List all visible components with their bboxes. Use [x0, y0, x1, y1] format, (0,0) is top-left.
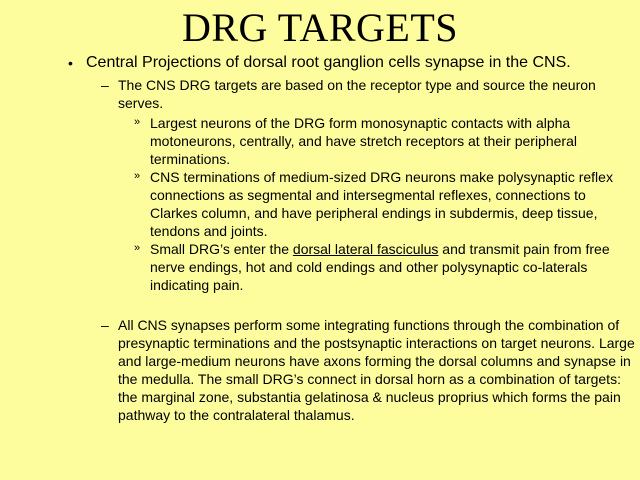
point-text-3	[150, 240, 634, 294]
sub-bullet-text-1: The CNS DRG targets are based on the receptor type and source the neuron serves.	[118, 77, 596, 111]
chevron-bullet-icon: »	[134, 170, 141, 182]
level1-text: Central Projections of dorsal root ganglion cells synapse in the CNS.	[86, 54, 571, 71]
point-text-1: Largest neurons of the DRG form monosynaptic contacts with alpha motoneurons, centrally, and have stretch receptors at their peripheral terminations.	[150, 115, 577, 167]
point-text-3-before: Small DRG’s enter the	[150, 241, 293, 257]
bullet-dot-icon: •	[68, 55, 73, 71]
chevron-bullet-icon: »	[134, 242, 141, 254]
chevron-bullet-icon: »	[134, 116, 141, 128]
point-text-3-after: and transmit pain from free nerve endings, hot and cold endings and other polysynaptic co-laterals indicating pain.	[150, 241, 610, 293]
dash-bullet-icon: –	[101, 317, 109, 333]
dorsal-lateral-fasciculus-term: dorsal lateral fasciculus	[292, 241, 439, 257]
dash-bullet-icon: –	[101, 77, 109, 93]
point-text-2: CNS terminations of medium-sized DRG neurons make polysynaptic reflex connections as segmental and intersegmental reflexes, connections to Clarkes column, and have peripheral endings in subdermis, deep tissue, tendons and joints.	[150, 169, 613, 239]
slide-title: DRG TARGETS	[181, 5, 459, 50]
sub-bullet-text-2: All CNS synapses perform some integrating functions through the combination of presynaptic terminations and the postsynaptic interactions on target neurons. Large and large-medium neurons have axons forming the dorsal columns and synapse in the medulla. The small DRG’s connect in dorsal horn as a combination of targets: the marginal zone, substantia gelatinosa & nucleus proprius which forms the pain pathway to the contralateral thalamus.	[118, 317, 635, 423]
